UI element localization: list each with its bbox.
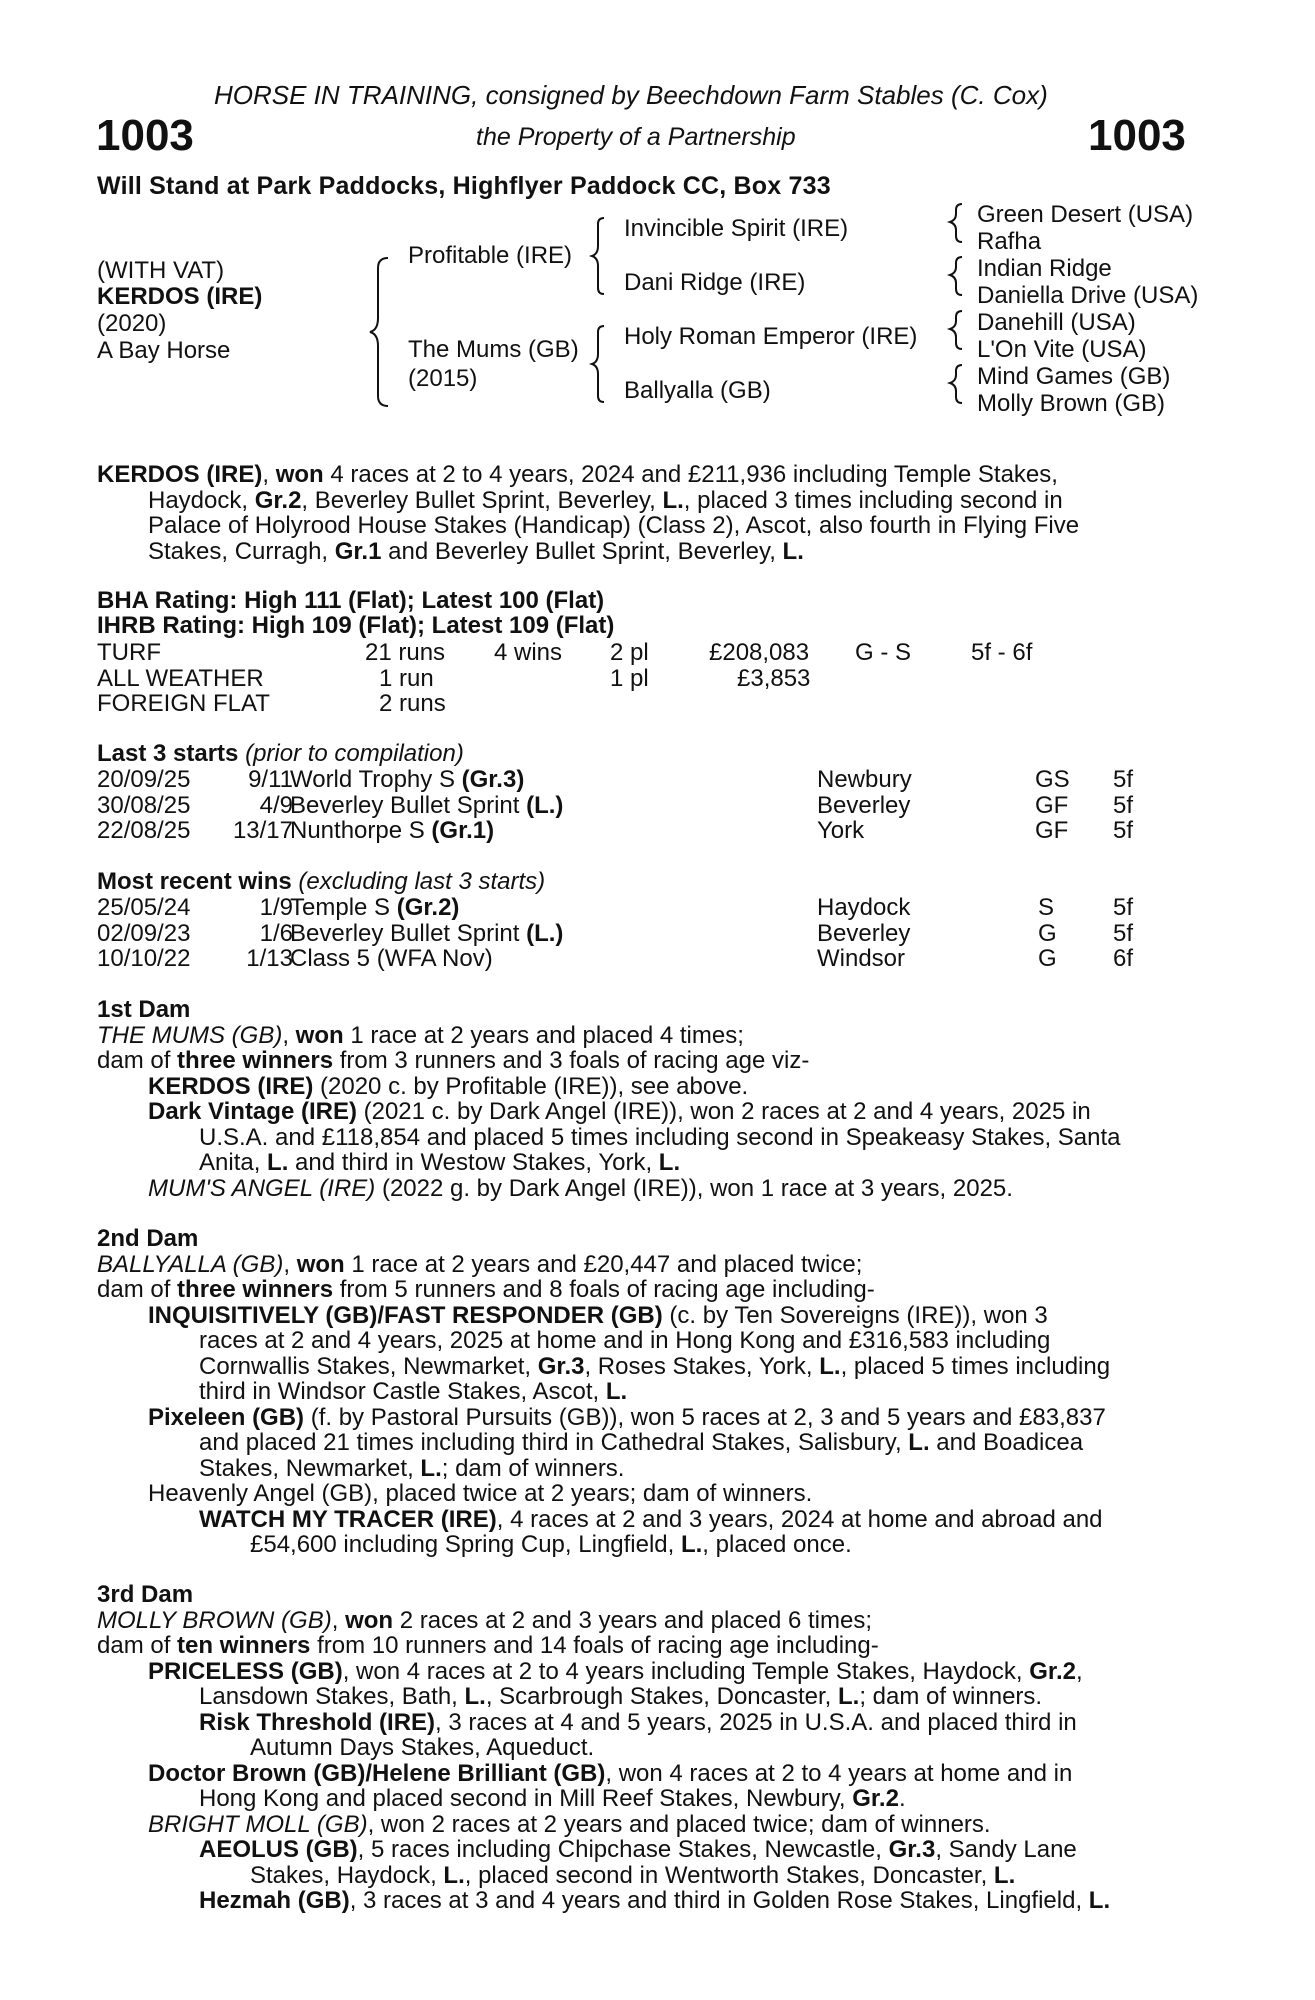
race-course: Windsor	[817, 945, 906, 972]
progeny-name: WATCH MY TRACER (IRE)	[199, 1505, 497, 1533]
race-going: GF	[1035, 791, 1069, 819]
progeny-text: , Sandy Lane	[935, 1836, 1077, 1863]
third-dam-section: 3rd Dam MOLLY BROWN (GB), won 2 races at 2 and 3 years and placed 6 times; dam of ten winners from 10 runners and 14 foals of racing age including- PRICELESS (GB), won 4 races at 2 to 4 years including Temple Stakes, Haydock, Gr.2, Lansdown Stakes, Bath, L., Scarbrough Stakes, Doncaster, L.; dam of winners. Risk Threshold (IRE), 3 races at 4 and 5 years, 2025 in U.S.A. and placed third in Autumn Days Stakes, Aqueduct. Doctor Brown (GB)/Helene Brilliant (GB), won 4 races at 2 to 4 years at home and in Hong Kong and placed second in Mill Reef Stakes, Newbury, Gr.2. BRIGHT MOLL (GB), won 2 races at 2 years and placed twice; dam of winners. AEOLUS (GB), 5 races including Chipchase Stakes, Newcastle, Gr.3, Sandy Lane Stakes, Haydock, L., placed second in Wentworth Stakes, Doncaster, L. Hezmah (GB), 3 races at 3 and 4 years and third in Golden Rose Stakes, Lingfield, L.	[97, 1582, 1202, 1914]
race-name: Beverley Bullet Sprint	[290, 791, 527, 819]
grade: L.	[680, 1531, 703, 1558]
recent-heading	[97, 869, 545, 895]
progeny-text: (2021 c. by Dark Angel (IRE)), won 2 races at 2 and 4 years, 2025 in	[356, 1098, 1091, 1125]
race-going: G	[1038, 945, 1057, 972]
dam-name: MOLLY BROWN (GB)	[97, 1606, 332, 1634]
grade: L.	[838, 1683, 860, 1710]
grade: L.	[1088, 1887, 1111, 1914]
progeny-text: (2020 c. by Profitable (IRE)), see above.	[313, 1072, 749, 1100]
progeny-name: Risk Threshold (IRE)	[199, 1708, 436, 1736]
progeny-text: ; dam of winners.	[859, 1683, 1043, 1710]
recent-note: (excluding last 3 starts)	[291, 868, 546, 895]
won-label: won	[295, 1021, 344, 1049]
grade: Gr.2	[254, 486, 302, 514]
last3-title: Last 3 starts	[97, 740, 239, 767]
grade: Gr.1	[334, 537, 382, 565]
second-dam-section: 2nd Dam BALLYALLA (GB), won 1 race at 2 years and £20,447 and placed twice; dam of three winners from 5 runners and 8 foals of racing age including- INQUISITIVELY (GB)/FAST RESPONDER (GB) (c. by Ten Sovereigns (IRE)), won 3 races at 2 and 4 years, 2025 at home and in Hong Kong and £316,583 including Cornwallis Stakes, Newmarket, Gr.3, Roses Stakes, York, L., placed 5 times including third in Windsor Castle Stakes, Ascot, L. Pixeleen (GB) (f. by Pastoral Pursuits (GB)), won 5 races at 2, 3 and 5 years and £83,837 and placed 21 times including third in Cathedral Stakes, Salisbury, L. and Boadicea Stakes, Newmarket, L.; dam of winners. Heavenly Angel (GB), placed twice at 2 years; dam of winners. WATCH MY TRACER (IRE), 4 races at 2 and 3 years, 2024 at home and abroad and £54,600 including Spring Cup, Lingfield, L., placed once.	[97, 1226, 1202, 1558]
section-title: 1st Dam	[97, 996, 191, 1023]
grade: L.	[605, 1378, 628, 1405]
progeny-text: U.S.A. and £118,854 and placed 5 times including second in Speakeasy Stakes, Santa	[199, 1123, 1121, 1151]
race-date: 30/08/25	[97, 791, 191, 819]
progeny-text: Cornwallis Stakes, Newmarket,	[199, 1352, 538, 1380]
last3-note: (prior to compilation)	[238, 740, 464, 767]
won-label: won	[296, 1250, 345, 1278]
summary-l4c: and Beverley Bullet Sprint, Beverley,	[381, 537, 783, 565]
grade: Gr.2	[1029, 1657, 1076, 1685]
horse-description: A Bay Horse	[97, 337, 231, 364]
vat-note: (WITH VAT)	[97, 257, 225, 284]
dam: The Mums (GB)	[408, 336, 579, 363]
race-going: GS	[1035, 766, 1070, 793]
progeny-name: MUM'S ANGEL (IRE)	[148, 1174, 376, 1202]
race-course: York	[817, 817, 865, 844]
race-name: Beverley Bullet Sprint	[290, 919, 527, 947]
gg-8: Molly Brown (GB)	[977, 390, 1166, 417]
record-runs: 1 run	[379, 664, 434, 692]
progeny-text: , placed 5 times including	[840, 1352, 1111, 1380]
race-grade: (L.)	[526, 919, 564, 947]
dam-of: dam of	[97, 1632, 178, 1659]
progeny-text: and placed 21 times including third in Cathedral Stakes, Salisbury,	[199, 1429, 909, 1456]
table-row	[97, 818, 1207, 844]
winners-count: three winners	[177, 1047, 334, 1074]
race-position: 13/17	[232, 817, 293, 844]
progeny-name: AEOLUS (GB)	[199, 1836, 358, 1863]
gg-2: Rafha	[977, 228, 1042, 255]
race-name: Class 5 (WFA Nov)	[290, 945, 493, 972]
grade: L.	[267, 1149, 289, 1176]
grade: L.	[782, 537, 804, 565]
table-row	[97, 921, 1207, 947]
progeny-text: , 4 races at 2 and 3 years, 2024 at home and abroad and	[496, 1505, 1103, 1533]
winners-count: ten winners	[177, 1632, 311, 1659]
gg-3: Indian Ridge	[977, 255, 1112, 282]
bracket-sire	[592, 218, 604, 294]
progeny-text: Lansdown Stakes, Bath,	[199, 1683, 465, 1710]
record-going: G - S	[855, 639, 912, 666]
bracket-g56	[950, 311, 962, 349]
grade: Gr.2	[852, 1785, 899, 1812]
race-distance: 5f	[1113, 919, 1134, 947]
table-row	[97, 895, 1207, 921]
progeny-name: KERDOS (IRE)	[148, 1072, 314, 1100]
progeny-text: , Scarbrough Stakes, Doncaster,	[485, 1683, 839, 1710]
dam-produce: from 10 runners and 14 foals of racing age including-	[310, 1632, 879, 1659]
section-title: 2nd Dam	[97, 1225, 199, 1252]
grade: Gr.3	[537, 1352, 585, 1380]
race-distance: 5f	[1113, 766, 1134, 793]
race-course: Newbury	[817, 766, 912, 793]
progeny-name: Doctor Brown (GB)/Helene Brilliant (GB)	[148, 1759, 606, 1787]
progeny-text: and third in Westow Stakes, York,	[288, 1149, 659, 1176]
race-grade: (Gr.3)	[461, 766, 525, 793]
race-distance: 5f	[1113, 791, 1134, 819]
record-row	[97, 691, 1197, 717]
record-surface: ALL WEATHER	[97, 664, 264, 692]
table-row	[97, 793, 1207, 819]
gg-4: Daniella Drive (USA)	[977, 282, 1199, 309]
consignor-line: HORSE IN TRAINING, consigned by Beechdown Farm Stables (C. Cox)	[214, 80, 1048, 110]
dam-produce: from 3 runners and 3 foals of racing age viz-	[333, 1047, 810, 1074]
gg-1: Green Desert (USA)	[977, 201, 1194, 228]
progeny-text: (c. by Ten Sovereigns (IRE)), won 3	[662, 1301, 1048, 1329]
race-position: 9/11	[248, 766, 293, 793]
dam-name: THE MUMS (GB)	[97, 1021, 283, 1049]
record-surface: FOREIGN FLAT	[97, 690, 270, 717]
record-runs: 2 runs	[379, 690, 446, 717]
record-row	[97, 666, 1197, 692]
race-position: 4/9	[259, 791, 293, 819]
grade: L.	[993, 1861, 1016, 1889]
progeny-text: .	[898, 1785, 906, 1812]
progeny-text: £54,600 including Spring Cup, Lingfield,	[250, 1531, 681, 1558]
race-name: Temple S	[290, 894, 397, 921]
record-placed: 2 pl	[610, 639, 649, 666]
race-grade: (L.)	[526, 791, 564, 819]
last3-table	[97, 767, 1207, 844]
grade: L.	[420, 1454, 442, 1482]
recent-title: Most recent wins	[97, 868, 292, 895]
progeny-text: (2022 g. by Dark Angel (IRE)), won 1 race at 3 years, 2025.	[375, 1174, 1013, 1202]
record-row	[97, 640, 1197, 666]
summary-won: won	[275, 461, 324, 488]
record-placed: 1 pl	[610, 664, 649, 692]
progeny-text: , 3 races at 4 and 5 years, 2025 in U.S.A. and placed third in	[435, 1708, 1077, 1736]
progeny-name: Hezmah (GB)	[199, 1887, 350, 1914]
race-going: GF	[1035, 817, 1069, 844]
race-date: 25/05/24	[97, 894, 191, 921]
ihrb-rating: IHRB Rating: High 109 (Flat); Latest 109 (Flat)	[97, 612, 615, 639]
record-surface: TURF	[97, 639, 161, 666]
stand-line: Will Stand at Park Paddocks, Highflyer Paddock CC, Box 733	[97, 172, 831, 200]
dam-record: 2 races at 2 and 3 years and placed 6 times;	[393, 1606, 873, 1634]
progeny-text: , 5 races including Chipchase Stakes, Newcastle,	[357, 1836, 889, 1863]
race-date: 22/08/25	[97, 817, 191, 844]
race-position: 1/9	[259, 894, 293, 921]
race-name: Nunthorpe S	[290, 817, 432, 844]
progeny-text: , won 4 races at 2 to 4 years including Temple Stakes, Haydock,	[342, 1657, 1030, 1685]
won-label: won	[345, 1606, 394, 1634]
progeny-name: BRIGHT MOLL (GB)	[148, 1810, 368, 1838]
grade: L.	[662, 486, 684, 514]
summary-l2: Haydock,	[148, 486, 255, 514]
recent-table	[97, 895, 1207, 972]
first-dam-section: 1st Dam THE MUMS (GB), won 1 race at 2 years and placed 4 times; dam of three winners from 3 runners and 3 foals of racing age viz- KERDOS (IRE) (2020 c. by Profitable (IRE)), see above. Dark Vintage (IRE) (2021 c. by Dark Angel (IRE)), won 2 races at 2 and 4 years, 2025 in U.S.A. and £118,854 and placed 5 times including second in Speakeasy Stakes, Santa Anita, L. and third in Westow Stakes, York, L. MUM'S ANGEL (IRE) (2022 g. by Dark Angel (IRE)), won 1 race at 3 years, 2025.	[97, 997, 1202, 1201]
progeny-text: ,	[1075, 1657, 1083, 1685]
race-grade: (Gr.1)	[431, 817, 495, 844]
section-title: 3rd Dam	[97, 1581, 194, 1608]
progeny-text: , 3 races at 3 and 4 years and third in Golden Rose Stakes, Lingfield,	[349, 1887, 1089, 1914]
sire-sire: Invincible Spirit (IRE)	[624, 215, 849, 242]
last3-heading	[97, 741, 464, 767]
bracket-g12	[950, 204, 962, 242]
race-distance: 6f	[1113, 945, 1134, 972]
summary-l1: 4 races at 2 to 4 years, 2024 and £211,936 including Temple Stakes,	[323, 461, 1058, 488]
table-row	[97, 767, 1207, 793]
progeny-name: Dark Vintage (IRE)	[148, 1098, 357, 1125]
progeny-text: third in Windsor Castle Stakes, Ascot,	[199, 1378, 606, 1405]
bracket-g34	[950, 257, 962, 295]
progeny-text: Autumn Days Stakes, Aqueduct.	[250, 1734, 595, 1761]
dam-of: dam of	[97, 1276, 178, 1303]
grade: L.	[443, 1861, 465, 1889]
property-line: the Property of a Partnership	[476, 123, 796, 151]
race-date: 10/10/22	[97, 945, 191, 972]
dam-of: dam of	[97, 1047, 178, 1074]
lot-number-right: 1003	[1088, 111, 1186, 160]
race-going: G	[1038, 919, 1057, 947]
bracket-dam	[592, 326, 604, 402]
progeny-text: (f. by Pastoral Pursuits (GB)), won 5 races at 2, 3 and 5 years and £83,837	[304, 1403, 1106, 1431]
summary-l4: Stakes, Curragh,	[148, 537, 335, 565]
progeny-text: , won 2 races at 2 years and placed twice; dam of winners.	[367, 1810, 991, 1838]
progeny-text: , Roses Stakes, York,	[584, 1352, 820, 1380]
dam-year: (2015)	[408, 365, 478, 392]
dam-record: 1 race at 2 years and £20,447 and placed twice;	[344, 1250, 863, 1278]
race-summary: KERDOS (IRE), won 4 races at 2 to 4 years, 2024 and £211,936 including Temple Stakes, Haydock, Gr.2, Beverley Bullet Sprint, Beverley, L., placed 3 times including second in Palace of Holyrood House Stakes (Handicap) (Class 2), Ascot, also fourth in Flying Five Stakes, Curragh, Gr.1 and Beverley Bullet Sprint, Beverley, L.	[97, 461, 1080, 565]
gg-5: Danehill (USA)	[977, 309, 1136, 336]
progeny-name: PRICELESS (GB)	[148, 1657, 343, 1685]
lot-number-left: 1003	[96, 111, 194, 160]
race-record-table	[97, 640, 1197, 717]
progeny-text: Anita,	[199, 1149, 268, 1176]
summary-l2c: , Beverley Bullet Sprint, Beverley,	[301, 486, 663, 514]
grade: L.	[908, 1429, 930, 1456]
progeny-text: Heavenly Angel (GB), placed twice at 2 years; dam of winners.	[148, 1480, 813, 1507]
progeny-text: , won 4 races at 2 to 4 years at home and in	[605, 1759, 1073, 1787]
race-distance: 5f	[1113, 817, 1134, 844]
bracket-main	[370, 258, 388, 406]
record-money: £3,853	[737, 664, 811, 692]
record-money: £208,083	[709, 639, 810, 666]
progeny-name: Pixeleen (GB)	[148, 1403, 305, 1431]
dam-record: 1 race at 2 years and placed 4 times;	[343, 1021, 744, 1049]
horse-name: KERDOS (IRE)	[97, 283, 263, 310]
progeny-text: ; dam of winners.	[441, 1454, 625, 1482]
bha-rating: BHA Rating: High 111 (Flat); Latest 100 (Flat)	[97, 587, 605, 614]
grade: Gr.3	[888, 1836, 936, 1863]
progeny-text: , placed second in Wentworth Stakes, Doncaster,	[464, 1861, 994, 1889]
race-grade: (Gr.2)	[396, 894, 460, 921]
dam-dam: Ballyalla (GB)	[624, 377, 771, 404]
race-course: Haydock	[817, 894, 911, 921]
race-name: World Trophy S	[290, 766, 462, 793]
race-distance: 5f	[1113, 894, 1134, 921]
sire-dam: Dani Ridge (IRE)	[624, 269, 806, 296]
race-date: 02/09/23	[97, 919, 191, 947]
race-going: S	[1038, 894, 1055, 921]
progeny-name: INQUISITIVELY (GB)/FAST RESPONDER (GB)	[148, 1301, 663, 1329]
race-course: Beverley	[817, 791, 911, 819]
race-position: 1/6	[259, 919, 293, 947]
record-runs: 21 runs	[365, 639, 446, 666]
race-position: 1/13	[246, 945, 293, 972]
horse-year: (2020)	[97, 310, 167, 337]
grade: L.	[819, 1352, 841, 1380]
dam-produce: from 5 runners and 8 foals of racing age including-	[333, 1276, 875, 1303]
bracket-g78	[950, 365, 962, 403]
record-distance: 5f - 6f	[971, 639, 1033, 666]
gg-7: Mind Games (GB)	[977, 363, 1171, 390]
summary-name: KERDOS (IRE)	[97, 461, 263, 488]
progeny-text: Stakes, Newmarket,	[199, 1454, 421, 1482]
winners-count: three winners	[177, 1276, 334, 1303]
gg-6: L'On Vite (USA)	[977, 336, 1147, 363]
table-row	[97, 946, 1207, 972]
progeny-text: Stakes, Haydock,	[250, 1861, 444, 1889]
summary-l3: Palace of Holyrood House Stakes (Handicap) (Class 2), Ascot, also fourth in Flying Five	[148, 512, 1080, 539]
dam-sire: Holy Roman Emperor (IRE)	[624, 323, 918, 350]
grade: L.	[658, 1149, 681, 1176]
summary-l2e: , placed 3 times including second in	[683, 486, 1063, 514]
grade: L.	[464, 1683, 486, 1710]
record-wins: 4 wins	[494, 639, 563, 666]
progeny-text: Hong Kong and placed second in Mill Reef Stakes, Newbury,	[199, 1785, 853, 1812]
dam-name: BALLYALLA (GB)	[97, 1250, 284, 1278]
progeny-text: races at 2 and 4 years, 2025 at home and in Hong Kong and £316,583 including	[199, 1327, 1051, 1354]
progeny-text: , placed once.	[702, 1531, 852, 1558]
race-date: 20/09/25	[97, 766, 191, 793]
progeny-text: and Boadicea	[929, 1429, 1084, 1456]
race-course: Beverley	[817, 919, 911, 947]
sire: Profitable (IRE)	[408, 242, 573, 269]
